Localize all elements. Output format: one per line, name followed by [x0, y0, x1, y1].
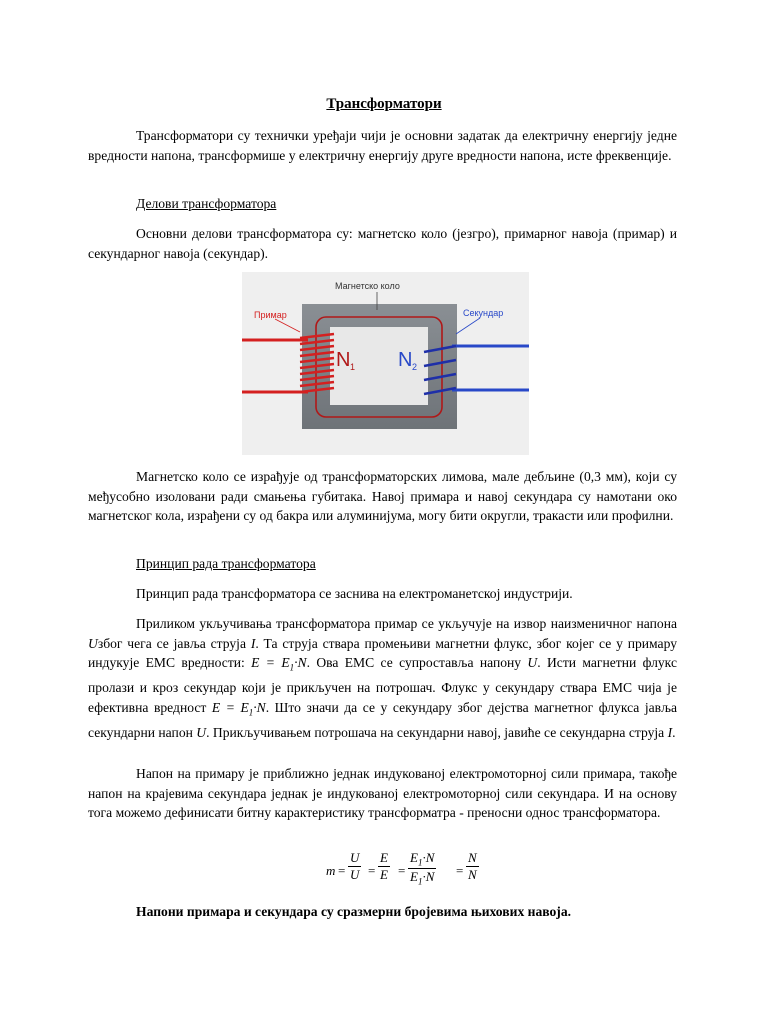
- conclusion-line: Напони примара и секундара су сразмерни бројевима њихових навоја.: [136, 904, 572, 919]
- eq1-tail: ·N: [294, 655, 307, 670]
- frac-n-den: N: [468, 867, 477, 882]
- num-e: E: [410, 850, 418, 865]
- document-title: Трансформатори: [326, 96, 442, 112]
- equation-emf-secondary: [211, 699, 266, 718]
- formula-frac-n: [466, 850, 479, 883]
- formula-frac-e: [378, 850, 390, 883]
- frac-e-num: E: [380, 850, 388, 865]
- symbol-u: U: [88, 635, 98, 651]
- formula-eq-1: =: [338, 863, 346, 878]
- symbol-i: I: [250, 635, 256, 651]
- n2-label: N: [398, 349, 413, 371]
- n2-subscript: 2: [412, 362, 418, 372]
- frac-u-den: U: [350, 867, 360, 882]
- frac-u-num: U: [350, 850, 360, 865]
- operation-text-4: . Ова ЕМС се супроставља напону: [306, 655, 528, 670]
- frac-e1n-den: [408, 869, 436, 887]
- operation-text-2: због чега се јавља струја: [97, 635, 251, 651]
- intro-paragraph: Трансформатори су технички уређаји чији је основни задатак да електричну енергију једне вредности напона, трансформише у електричну енергију друге вредности напона, исте фреквенције.: [88, 128, 677, 163]
- eq2-sub: 1: [248, 707, 254, 718]
- eq1-main: E = E: [251, 655, 290, 670]
- transformer-figure: [242, 272, 529, 455]
- transformer-diagram: [242, 272, 529, 455]
- frac-e-den: E: [380, 867, 388, 882]
- formula-eq-4: =: [456, 863, 464, 878]
- symbol-i-2: I: [667, 724, 673, 740]
- den-sub: 1: [417, 876, 423, 887]
- frac-n-num: N: [468, 850, 477, 865]
- secondary-label: Секундар: [463, 308, 504, 318]
- operation-text-8: .: [672, 724, 676, 740]
- num-sub: 1: [417, 857, 423, 868]
- primary-label: Примар: [254, 310, 287, 320]
- formula-eq-3: =: [398, 863, 406, 878]
- n1-subscript: 1: [350, 362, 356, 372]
- section-heading-principle: Принцип рада трансформатора: [136, 556, 316, 571]
- formula-frac-u: [348, 850, 361, 883]
- den-dotn: ·N: [422, 868, 435, 884]
- eq2-main: E = E: [211, 699, 249, 715]
- principle-paragraph: Принцип рада трансформатора се заснива на електроманетској индустрији.: [136, 586, 573, 601]
- parts-paragraph: Основни делови трансформатора су: магнетско коло (језгро), примарног навоја (примар) и секундарног навоја (секундар).: [88, 226, 677, 261]
- operation-paragraph: [88, 614, 677, 742]
- symbol-u-2: U: [527, 655, 538, 670]
- formula-m: m: [326, 863, 336, 878]
- section-heading-parts: Делови трансформатора: [136, 196, 277, 211]
- frac-e1n-num: [408, 850, 436, 869]
- symbol-u-3: U: [196, 724, 207, 740]
- formula-frac-e1n: [408, 850, 436, 886]
- eq2-tail: ·N: [253, 699, 266, 715]
- num-dotn: ·N: [422, 850, 435, 865]
- voltage-paragraph: Напон на примару је приближно једнак индукованој електромоторној сили примара, такође напон на крајевима секундара једнак је индукованој електромоторној сили секундара. И на основу тога можемо дефинисати битну карактеристику трансформатра - преносни однос трансформатора.: [88, 766, 677, 820]
- operation-text-7: . Прикључивањем потрошача на секундарни навој, јавиће се секундарна струја: [206, 724, 668, 740]
- core-label: Магнетско коло: [335, 281, 400, 291]
- formula-eq-2: =: [368, 863, 376, 878]
- eq1-sub: 1: [289, 662, 295, 673]
- core-paragraph: Магнетско коло се израђује од трансформаторских лимова, мале дебљине (0,3 мм), који су међусобно изоловани ради смањења губитака. Навој примара и навој секундара су намотани око магнетског кола, израђени су од бакра или алуминијума, могу бити округли, тракасти или профилни.: [88, 469, 677, 523]
- operation-text-1: Приликом укључивања трансформатора примар се укључује на извор наизменичног напона: [136, 616, 677, 631]
- operation-text-3: . Та струја ствара промењиви магнетни флукс, због којег се у примару индукује ЕМС вредности:: [88, 635, 677, 670]
- n1-label: N: [336, 349, 351, 371]
- transformation-ratio-formula: [320, 850, 500, 894]
- equation-emf-primary: [251, 655, 307, 673]
- operation-text-6: . Што значи да се у секундару због дејства магнетног флукса јавља секундарни напон: [88, 699, 678, 740]
- den-e: E: [410, 868, 418, 884]
- operation-text-5: . Исти магнетни флукс пролази и кроз секундар који је прикључен на потрошач. Флукс у секундару ствара ЕМС чија је ефективна вредност: [88, 655, 677, 715]
